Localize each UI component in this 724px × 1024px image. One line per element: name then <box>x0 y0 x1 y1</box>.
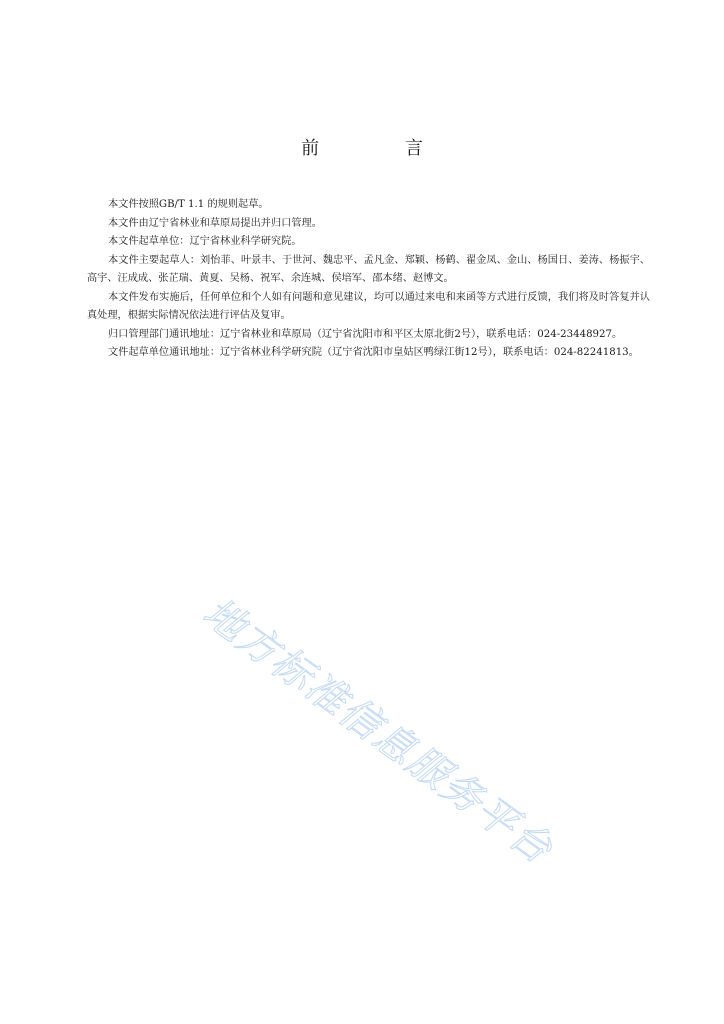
paragraph-drafting-rules: 本文件按照GB/T 1.1 的规则起草。 <box>108 199 269 210</box>
watermark: 地方标准信息服务平台 <box>194 589 562 874</box>
paragraph-drafters: 本文件主要起草人：刘怡菲、叶景丰、于世河、魏忠平、孟凡金、郑颖、杨鹤、翟金凤、金山、杨国日、姜涛、杨振宇、高宇、汪成成、张芷瑞、黄夏、吴杨、祝军、余连城、侯培军、邵本绪、赵博文。 <box>87 254 650 284</box>
paragraph-admin-address: 归口管理部门通讯地址：辽宁省林业和草原局（辽宁省沈阳市和平区太原北街2号），联系电话：024-23448927。 <box>108 328 623 340</box>
foreword-body <box>87 196 650 363</box>
page-title: 前 言 <box>301 138 463 159</box>
paragraph-feedback: 本文件发布实施后，任何单位和个人如有问题和意见建议，均可以通过来电和来函等方式进行反馈，我们将及时答复并认真处理，根据实际情况依法进行评估及复审。 <box>87 291 650 321</box>
paragraph-proposer: 本文件由辽宁省林业和草原局提出并归口管理。 <box>108 217 322 229</box>
paragraph-drafter-address: 文件起草单位通讯地址：辽宁省林业科学研究院（辽宁省沈阳市皇姑区鸭绿江街12号），联系电话：024-82241813。 <box>108 347 639 358</box>
paragraph-drafting-unit: 本文件起草单位：辽宁省林业科学研究院。 <box>108 236 302 247</box>
